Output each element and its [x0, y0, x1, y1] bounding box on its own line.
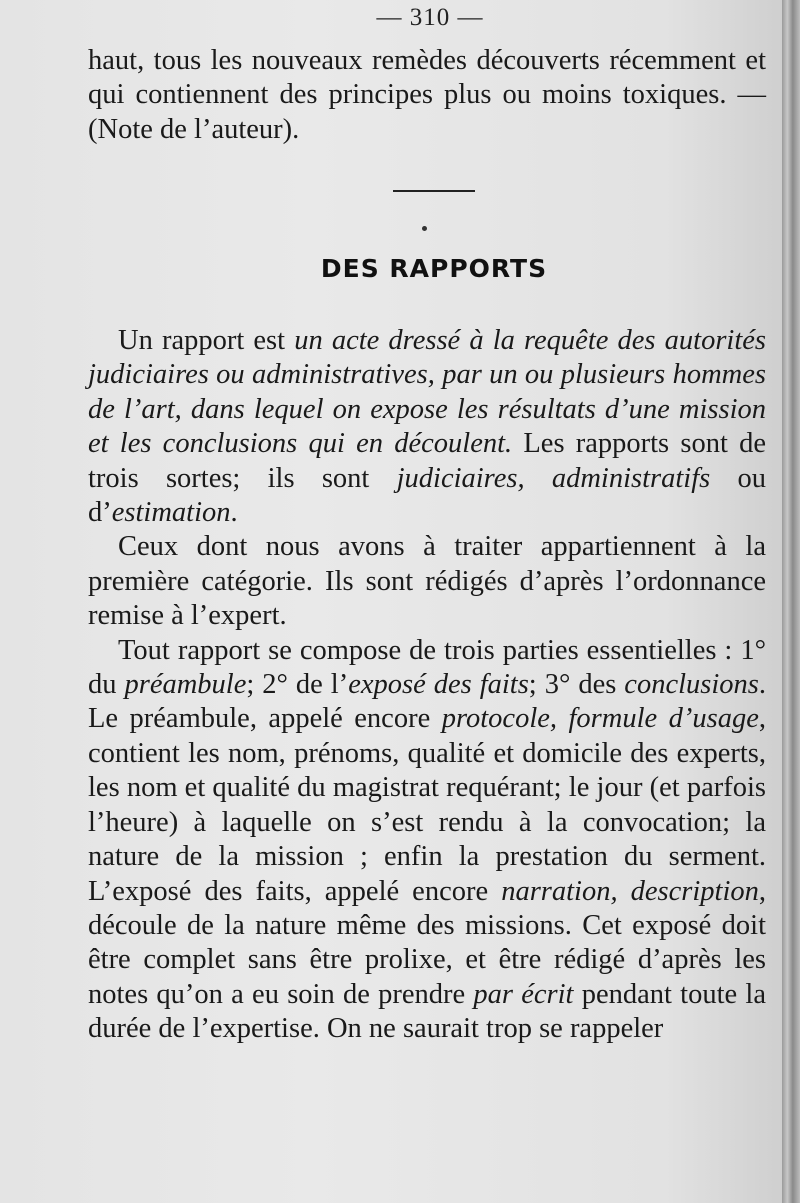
section-divider — [393, 190, 475, 192]
text-run: ou d’ — [88, 462, 766, 529]
footnote-continuation — [88, 44, 766, 147]
text-run: . — [230, 497, 238, 529]
section-heading: DES RAPPORTS — [320, 254, 548, 283]
paragraph-definition — [88, 324, 766, 530]
italic-expose: exposé des faits — [348, 669, 529, 701]
text-run: , découle de la nature même des missions. Cet exposé doit être complet sans être prolixe, et être rédigé d’après les notes qu’on a eu soin de prendre — [88, 875, 766, 1010]
italic-narration: narration, description — [501, 875, 759, 907]
text-run: pendant toute la durée de l’expertise. On ne saurait trop se rappeler — [88, 978, 766, 1045]
paragraph-category: Ceux dont nous avons à traiter appartiennent à la première catégorie. Ils sont rédigés d’après l’ordonnance remise à l’expert. — [88, 531, 766, 632]
page-edge — [782, 0, 800, 1203]
text-run: , contient les nom, prénoms, qualité et domicile des experts, les nom et qualité du magistrat requérant; le jour (et parfois l’heure) à laquelle on s’est rendu à la convocation; la nature de la mission ; enfin la prestation du serment. L’exposé des faits, appelé encore — [88, 703, 766, 907]
page-number: — 310 — — [376, 4, 484, 31]
text-run: ; 2° de l’ — [246, 669, 349, 701]
paragraph-structure — [88, 634, 766, 1047]
italic-definition: un acte dressé à la requête des autorités judiciaires ou administratives, par un ou plusieurs hommes de l’art, dans lequel on expose les résultats d’une mission et les conclusions qui en découlent. — [88, 325, 766, 460]
text-run: Tout rapport se compose de trois parties essentielles : 1° du — [88, 634, 766, 701]
italic-conclusions: conclusions — [624, 669, 759, 701]
text-run: ; 3° des — [528, 669, 625, 701]
body-text — [88, 324, 766, 1047]
text-run: Un rapport est — [118, 325, 295, 356]
italic-estimation: estimation — [111, 497, 231, 529]
italic-par-ecrit: par écrit — [473, 978, 574, 1010]
text-run: Les rapports sont de trois sortes; ils sont — [88, 428, 767, 494]
text-run: . Le préambule, appelé encore — [88, 669, 766, 735]
italic-protocole: protocole, formule d’usage — [441, 703, 759, 735]
ink-speck — [422, 226, 427, 231]
italic-preambule: préambule — [124, 669, 247, 701]
italic-types: judiciaires, administratifs — [396, 462, 711, 494]
footnote-text: haut, tous les nouveaux remèdes découverts récemment et qui contiennent des principes plus ou moins toxiques. — (Note de l’auteur). — [88, 45, 766, 145]
